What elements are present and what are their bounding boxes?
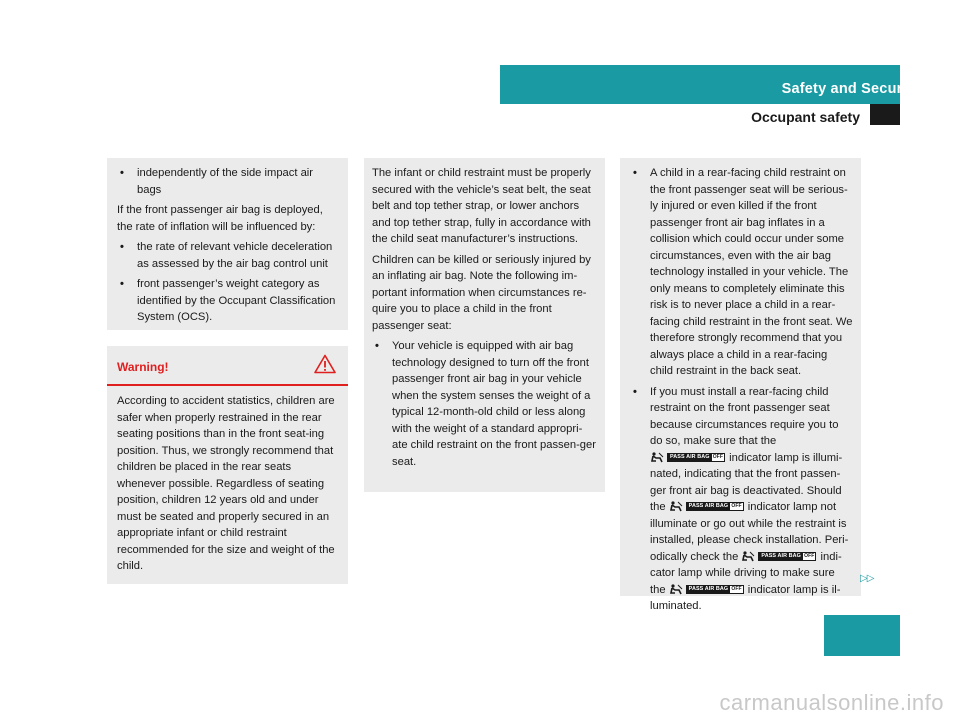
pass-air-bag-label: PASS AIR BAG OFF <box>686 585 744 594</box>
paragraph: The infant or child restraint must be properly secured with the vehicle’s seat belt, the seat belt and top tether strap, or lower anchors and top tether strap, fully in accordance with the child seat manufacturer’s instructions. <box>372 167 591 245</box>
bullet-icon: • <box>633 385 637 398</box>
warning-header <box>107 346 348 386</box>
seated-passenger-icon <box>669 501 683 512</box>
info-box-air-bag-inflation <box>107 158 348 330</box>
bullet-icon: • <box>120 241 124 253</box>
pass-air-bag-label: PASS AIR BAG OFF <box>758 552 816 561</box>
warning-box <box>107 346 348 584</box>
list-item <box>117 239 338 272</box>
pass-air-bag-off-icon <box>669 584 745 595</box>
list-item-text: Your vehicle is equipped with air bag technology designed to turn off the front passenger front air bag in your vehicle when the system senses the weight of a typical 12-month-old child or less along with the weight of a standard appropri-ate child restraint on the front passen-ger seat. <box>392 340 596 468</box>
subsection-title: Occupant safety <box>751 109 860 125</box>
bullet-icon: • <box>120 278 124 290</box>
pass-air-bag-off-icon <box>650 452 726 463</box>
section-title: Safety and Security <box>781 81 920 97</box>
warning-text: According to accident statistics, children are safer when properly restrained in the rear seating positions than in the front seat-ing position. Thus, we strongly recommend that children be placed in the rear seats whenever possible. Regardless of seating position, children 12 years old and under must be seated and properly secured in an appropriate infant or child restraint recommended for the size and weight of the child. <box>117 395 335 572</box>
pass-air-bag-off-icon <box>741 551 817 562</box>
list-item <box>630 165 853 380</box>
list-item-text: indicator lamp is il-luminated. <box>650 583 841 612</box>
list-item <box>372 338 597 470</box>
list-item-text: independently of the side impact air bags <box>137 167 314 196</box>
warning-triangle-icon <box>314 354 336 374</box>
pass-air-bag-label: PASS AIR BAG OFF <box>667 453 725 462</box>
watermark: carmanualsonline.info <box>719 690 944 715</box>
page-number-box <box>824 615 900 656</box>
warning-label: Warning! <box>117 360 169 374</box>
paragraph: If the front passenger air bag is deployed, the rate of inflation will be influenced by: <box>117 204 323 233</box>
corner-block <box>870 104 900 125</box>
pass-air-bag-label: PASS AIR BAG OFF <box>686 502 744 511</box>
list-item-text: the rate of relevant vehicle deceleration as assessed by the air bag control unit <box>137 241 333 270</box>
list-item-text: A child in a rear-facing child restraint on the front passenger seat will be serious-ly injured or even killed if the front passenger front air bag inflates in a collision which could occur under some circumstances, even with the air bag technology installed in your vehicle. The only means to completely eliminate this risk is to never place a child in a rear-facing child restraint in the front seat. We therefore strongly recommend that you always place a child in a rear-facing child restraint in the back seat. <box>650 167 853 377</box>
seated-passenger-icon <box>669 584 683 595</box>
bullet-icon: • <box>120 167 124 179</box>
bullet-icon: • <box>633 167 637 179</box>
paragraph: Children can be killed or seriously injured by an inflating air bag. Note the following im-portant information when circumstances re-quire you to place a child in the front passenger seat: <box>372 253 591 332</box>
list-item-text: indicator lamp is illumi-nated, indicating that the front passen-ger front air bag is deactivated. Should the <box>650 451 843 513</box>
list-item <box>117 165 338 198</box>
list-item-text: indi-cator lamp while driving to make sure the <box>650 550 842 596</box>
bullet-icon: • <box>375 340 379 352</box>
info-box-rear-facing-restraint <box>620 158 861 612</box>
page-number: 49 <box>901 621 918 637</box>
list-item-text: If you must install a rear-facing child restraint on the front passenger seat because circumstances require you to do so, make sure that the <box>650 385 839 447</box>
list-item-text: indicator lamp not illuminate or go out while the restraint is installed, please check installation. Peri-odically check the <box>650 501 849 563</box>
seated-passenger-icon <box>650 452 664 463</box>
seated-passenger-icon <box>741 551 755 562</box>
list-item-text: front passenger’s weight category as identified by the Occupant Classification System (OCS). <box>137 278 336 323</box>
info-box-child-restraint <box>364 158 605 492</box>
list-item <box>117 276 338 326</box>
continue-arrows-icon: ▷▷ <box>860 573 874 584</box>
list-item <box>630 384 853 615</box>
pass-air-bag-off-icon <box>669 501 745 512</box>
